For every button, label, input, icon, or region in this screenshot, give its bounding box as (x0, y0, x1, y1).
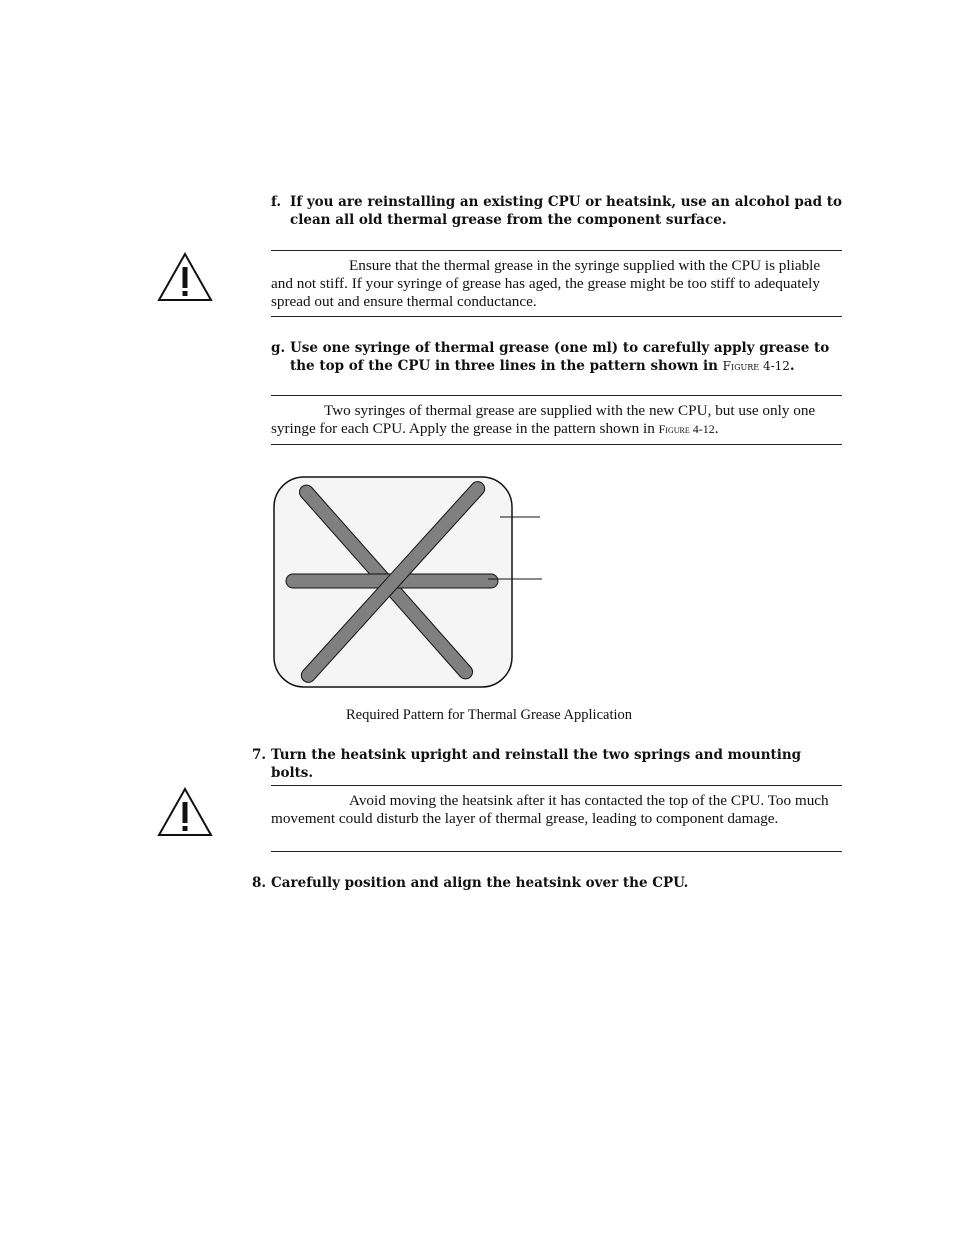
figure-reference-link[interactable]: Figure 4-12 (722, 359, 790, 373)
caution-icon (157, 252, 213, 302)
step-8 (252, 874, 842, 892)
step-label: 8. (252, 875, 267, 891)
caution-bottom-rule (271, 851, 842, 852)
note-bottom-rule (271, 444, 842, 445)
thermal-grease-figure (270, 474, 550, 694)
step-label: f. (271, 194, 282, 210)
figure-caption: Required Pattern for Thermal Grease Application (346, 707, 633, 723)
note-text (271, 402, 842, 438)
step-label: 7. (252, 747, 267, 763)
step-7 (252, 746, 842, 782)
note-top-rule (271, 395, 842, 396)
caution-body: Avoid moving the heatsink after it has contacted the top of the CPU. Too much movement could disturb the layer of thermal grease, leading to component damage. (271, 792, 829, 827)
caution-text (271, 257, 842, 311)
step-f (271, 193, 843, 229)
step-text: Carefully position and align the heatsink over the CPU. (271, 875, 689, 891)
caution-body: Ensure that the thermal grease in the syringe supplied with the CPU is pliable and not stiff. If your syringe of grease has aged, the grease might be too stiff to adequately spread out and ensure thermal conductance. (271, 257, 821, 310)
caution-bottom-rule (271, 316, 842, 317)
step-end: . (789, 358, 795, 374)
caution-top-rule (271, 785, 842, 786)
step-label: g. (271, 340, 286, 356)
caution-icon (157, 787, 213, 837)
step-text: Turn the heatsink upright and reinstall the two springs and mounting bolts. (271, 747, 802, 781)
figure-reference-link[interactable]: Figure 4-12 (658, 422, 715, 436)
step-text-block (290, 339, 843, 375)
note-body: Two syringes of thermal grease are supplied with the new CPU, but use only one syringe for each CPU. Apply the grease in the pattern shown in (271, 402, 816, 437)
note-end: . (714, 420, 719, 437)
step-g (271, 339, 843, 375)
step-text: If you are reinstalling an existing CPU or heatsink, use an alcohol pad to clean all old thermal grease from the component surface. (290, 194, 843, 228)
caution-top-rule (271, 250, 842, 251)
step-text: Use one syringe of thermal grease (one ml) to carefully apply grease to the top of the CPU in three lines in the pattern shown in (290, 340, 830, 374)
caution-text (271, 792, 842, 828)
